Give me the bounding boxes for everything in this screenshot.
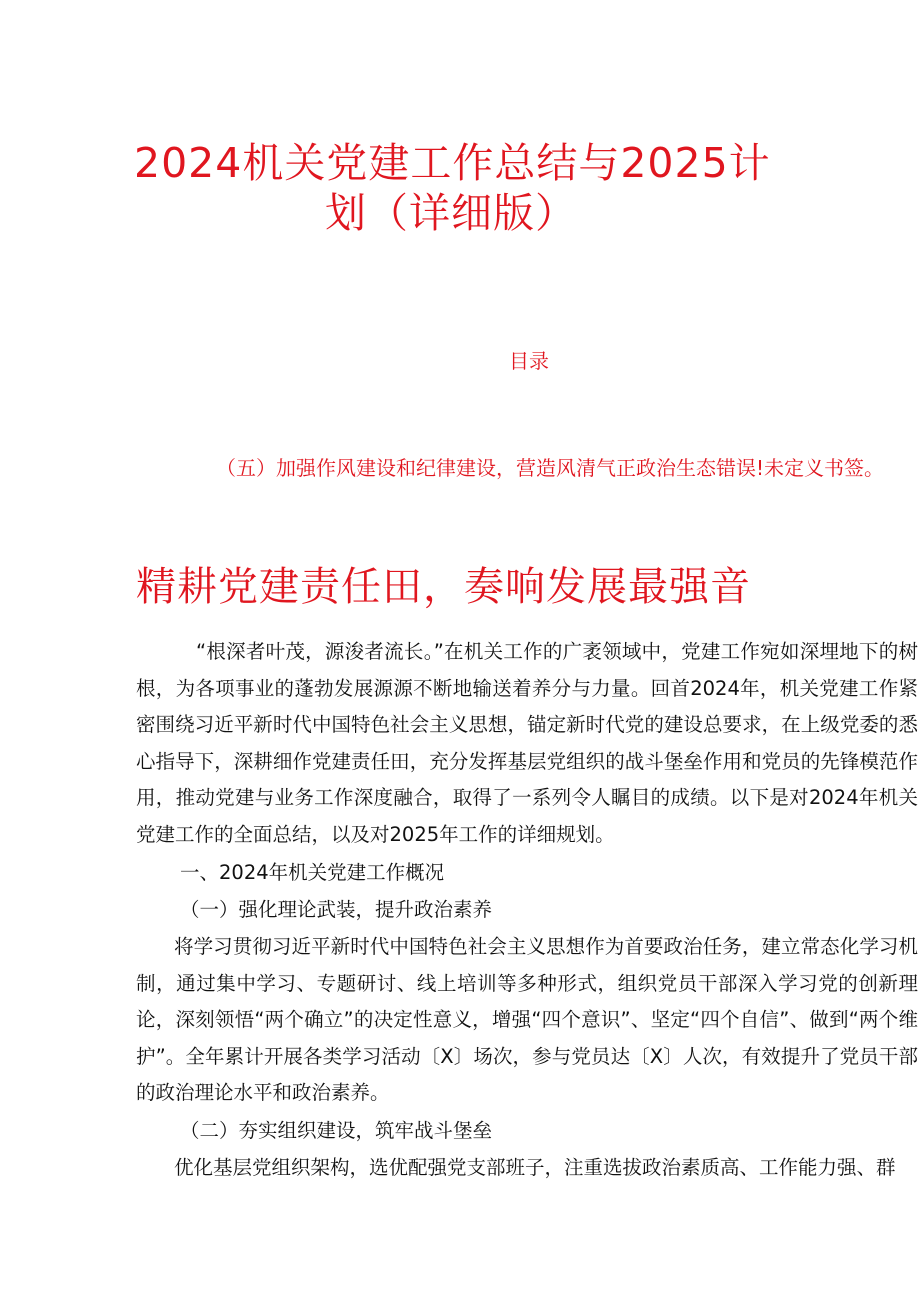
paragraph-theory: 将学习贯彻习近平新时代中国特色社会主义思想作为首要政治任务，建立常态化学习机制，通过集中学习、专题研讨、线上培训等多种形式，组织党员干部深入学习党的创新理论，深刻领悟“两个确立”的决定性意义，增强“四个意识”、坚定“四个自信”、做到“两个维护”。全年累计开展各类学习活动〔X〕场次，参与党员达〔X〕人次，有效提升了党员干部的政治理论水平和政治素养。 [136, 935, 918, 1104]
heading-theory: （一）强化理论武装，提升政治素养 [180, 898, 493, 921]
document-title-line2: 划（详细版） [325, 189, 577, 237]
heading-overview: 一、2024年机关党建工作概况 [180, 861, 445, 884]
heading-organization: （二）夯实组织建设，筑牢战斗堡垒 [180, 1119, 493, 1142]
toc-entry[interactable]: （五）加强作风建设和纪律建设，营造风清气正政治生态错误!未定义书签。 [216, 456, 885, 480]
section-heading: 精耕党建责任田，奏响发展最强音 [136, 564, 751, 610]
paragraph-intro: “根深者叶茂，源浚者流长。”在机关工作的广袤领域中，党建工作宛如深埋地下的树根，为各项事业的蓬勃发展源源不断地输送着养分与力量。回首2024年，机关党建工作紧密围绕习近平新时代中国特色社会主义思想，锚定新时代党的建设总要求，在上级党委的悉心指导下，深耕细作党建责任田，充分发挥基层党组织的战斗堡垒作用和党员的先锋模范作用，推动党建与业务工作深度融合，取得了一系列令人瞩目的成绩。以下是对2024年机关党建工作的全面总结，以及对2025年工作的详细规划。 [136, 640, 918, 846]
paragraph-organization: 优化基层党组织架构，选优配强党支部班子，注重选拔政治素质高、工作能力强、群 [174, 1156, 896, 1179]
toc-heading: 目录 [509, 349, 549, 373]
document-title-line1: 2024机关党建工作总结与2025计 [134, 139, 771, 187]
